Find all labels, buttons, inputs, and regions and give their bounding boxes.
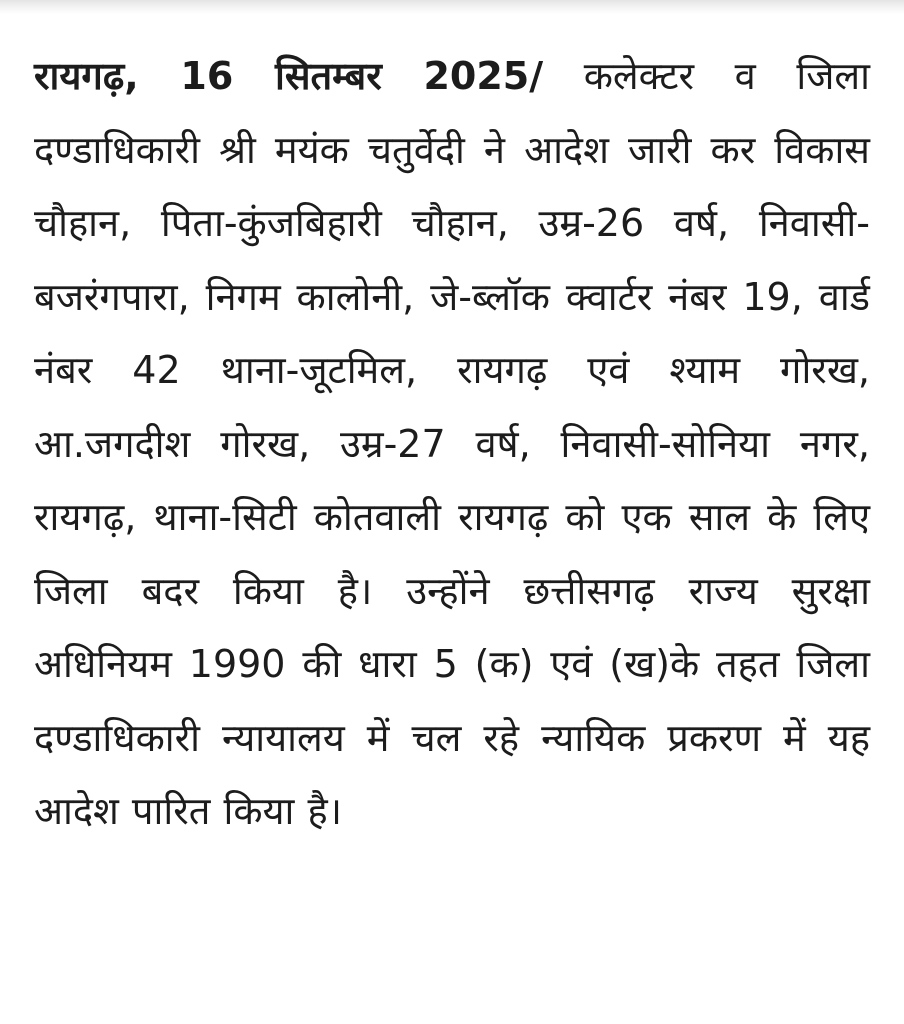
news-article xyxy=(34,40,870,849)
article-body: कलेक्टर व जिला दण्डाधिकारी श्री मयंक चतुर्वेदी ने आदेश जारी कर विकास चौहान, पिता-कुंजबिहारी चौहान, उम्र-26 वर्ष, निवासी-बजरंगपारा, निगम कालोनी, जे-ब्लॉक क्वार्टर नंबर 19, वार्ड नंबर 42 थाना-जूटमिल, रायगढ़ एवं श्याम गोरख, आ.जगदीश गोरख, उम्र-27 वर्ष, निवासी-सोनिया नगर, रायगढ़, थाना-सिटी कोतवाली रायगढ़ को एक साल के लिए जिला बदर किया है। उन्होंने छत्तीसगढ़ राज्य सुरक्षा अधिनियम 1990 की धारा 5 (क) एवं (ख)के तहत जिला दण्डाधिकारी न्यायालय में चल रहे न्यायिक प्रकरण में यह आदेश पारित किया है। xyxy=(34,54,870,833)
dateline: रायगढ़, 16 सितम्बर 2025/ xyxy=(34,54,544,98)
top-shadow xyxy=(0,0,904,14)
